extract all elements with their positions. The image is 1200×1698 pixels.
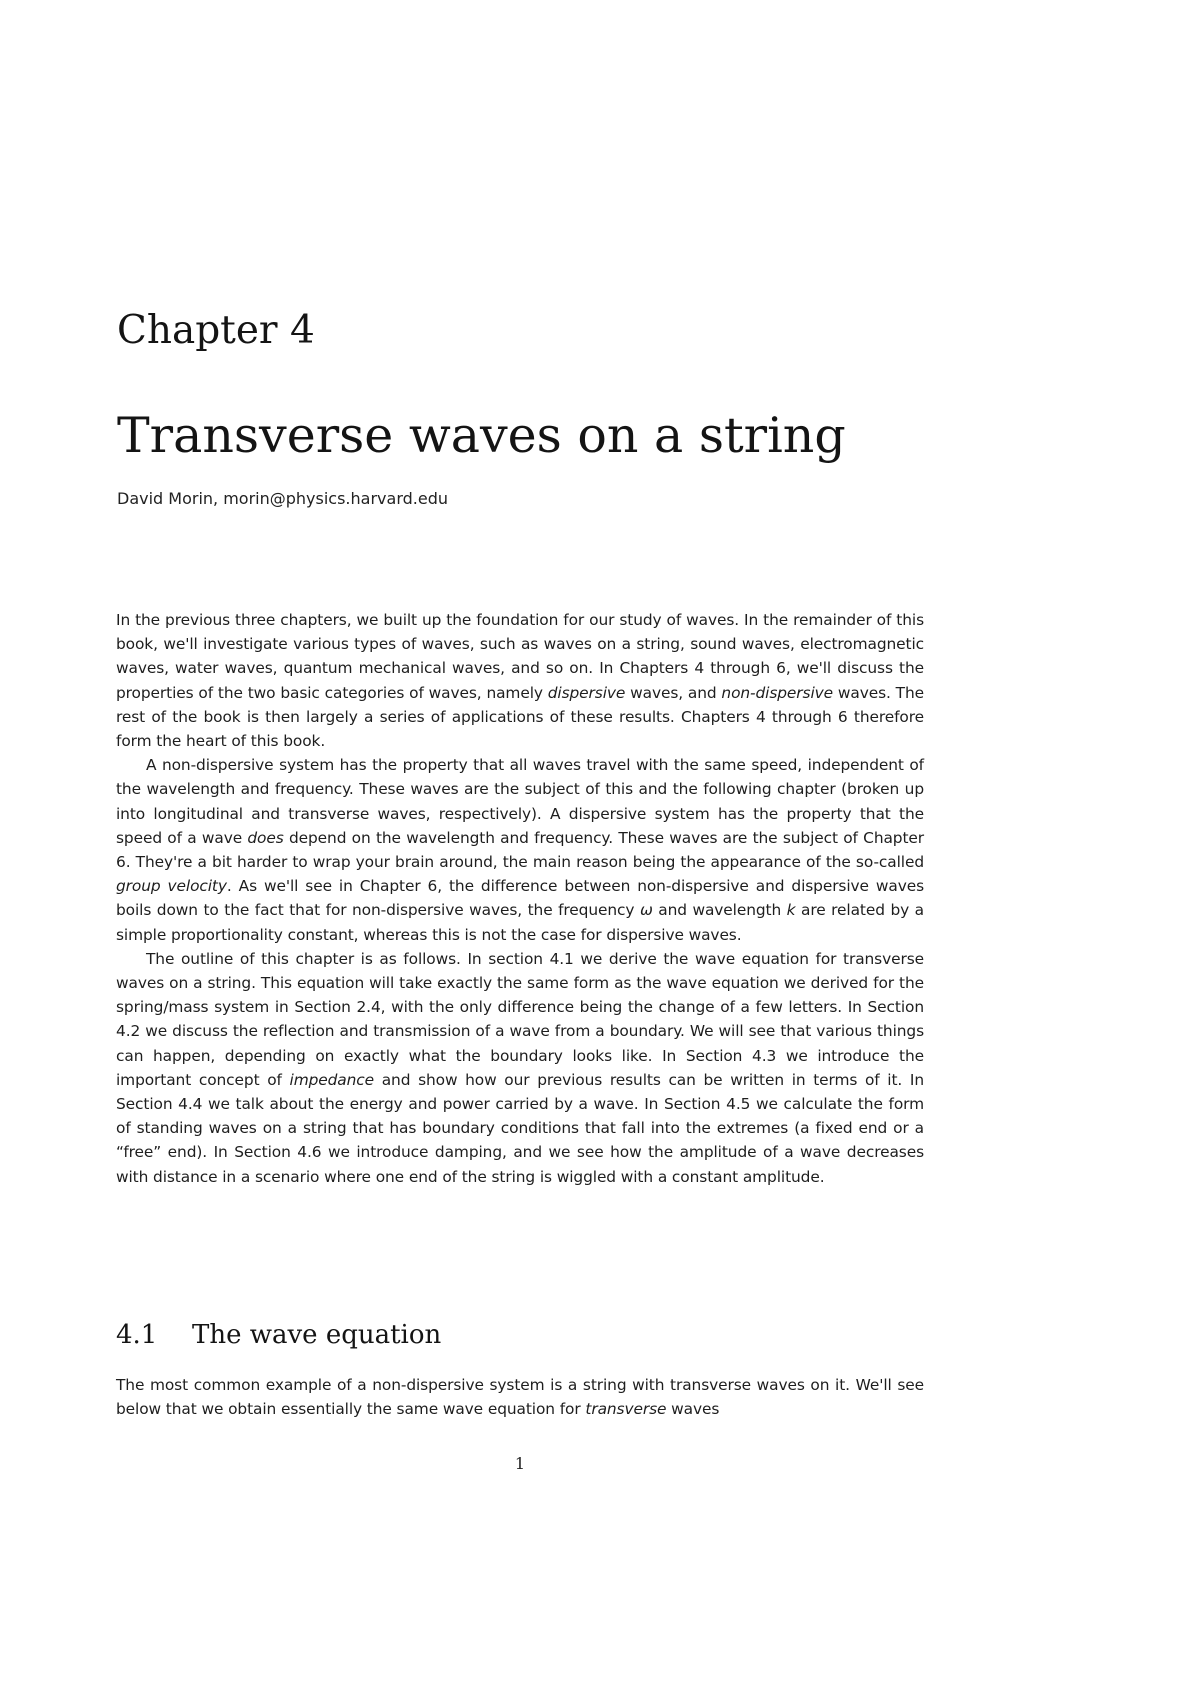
section-number: 4.1 [116,1320,158,1350]
chapter-title: Transverse waves on a string [117,407,846,464]
emphasis-impedance: impedance [289,1070,375,1089]
section-paragraph-1: The most common example of a non-dispersive system is a string with transverse waves on it. We'll see below that we obtain essentially the same wave equation for transverse waves [116,1376,924,1419]
author-line: David Morin, morin@physics.harvard.edu [117,489,448,508]
section-body [116,1373,924,1421]
symbol-omega: ω [639,901,653,920]
emphasis-transverse: transverse [585,1400,667,1419]
intro-paragraph-2: A non-dispersive system has the property that all waves travel with the same speed, independent of the wavelength and frequency. These waves are the subject of this and the following chapter (broken up into longitudinal and transverse waves, respectively). A dispersive system has the property that the speed of a wave does depend on the wavelength and frequency. These waves are the subject of Chapter 6. They're a bit harder to wrap your brain around, the main reason being the appearance of the so-called group velocity. As we'll see in Chapter 6, the difference between non-dispersive and dispersive waves boils down to the fact that for non-dispersive waves, the frequency ω and wavelength k are related by a simple proportionality constant, whereas this is not the case for dispersive waves. [116,756,925,944]
symbol-k: k [786,901,796,920]
intro-body [116,608,924,1189]
intro-paragraph-3: The outline of this chapter is as follows. In section 4.1 we derive the wave equation for transverse waves on a string. This equation will take exactly the same form as the wave equation we derived for the spring/mass system in Section 2.4, with the only difference being the change of a few letters. In Section 4.2 we discuss the reflection and transmission of a wave from a boundary. We will see that various things can happen, depending on exactly what the boundary looks like. In Section 4.3 we introduce the important concept of impedance and show how our previous results can be written in terms of it. In Section 4.4 we talk about the energy and power carried by a wave. In Section 4.5 we calculate the form of standing waves on a string that has boundary conditions that fall into the extremes (a fixed end or a “free” end). In Section 4.6 we introduce damping, and we see how the amplitude of a wave decreases with distance in a scenario where one end of the string is wiggled with a constant amplitude. [116,949,924,1186]
page-number: 1 [514,1454,526,1473]
intro-paragraph-1: In the previous three chapters, we built up the foundation for our study of waves. In the remainder of this book, we'll investigate various types of waves, such as waves on a string, sound waves, electromagnetic waves, water waves, quantum mechanical waves, and so on. In Chapters 4 through 6, we'll discuss the properties of the two basic categories of waves, namely dispersive waves, and non-dispersive waves. The rest of the book is then largely a series of applications of these results. Chapters 4 through 6 therefore form the heart of this book. [116,611,924,751]
emphasis-non-dispersive: non-dispersive [721,683,834,702]
chapter-label: Chapter 4 [117,308,315,353]
emphasis-dispersive: dispersive [547,683,626,702]
section-title: The wave equation [192,1320,442,1350]
emphasis-group-velocity: group velocity [116,877,227,896]
emphasis-does: does [247,828,284,847]
section-heading [116,1318,441,1352]
